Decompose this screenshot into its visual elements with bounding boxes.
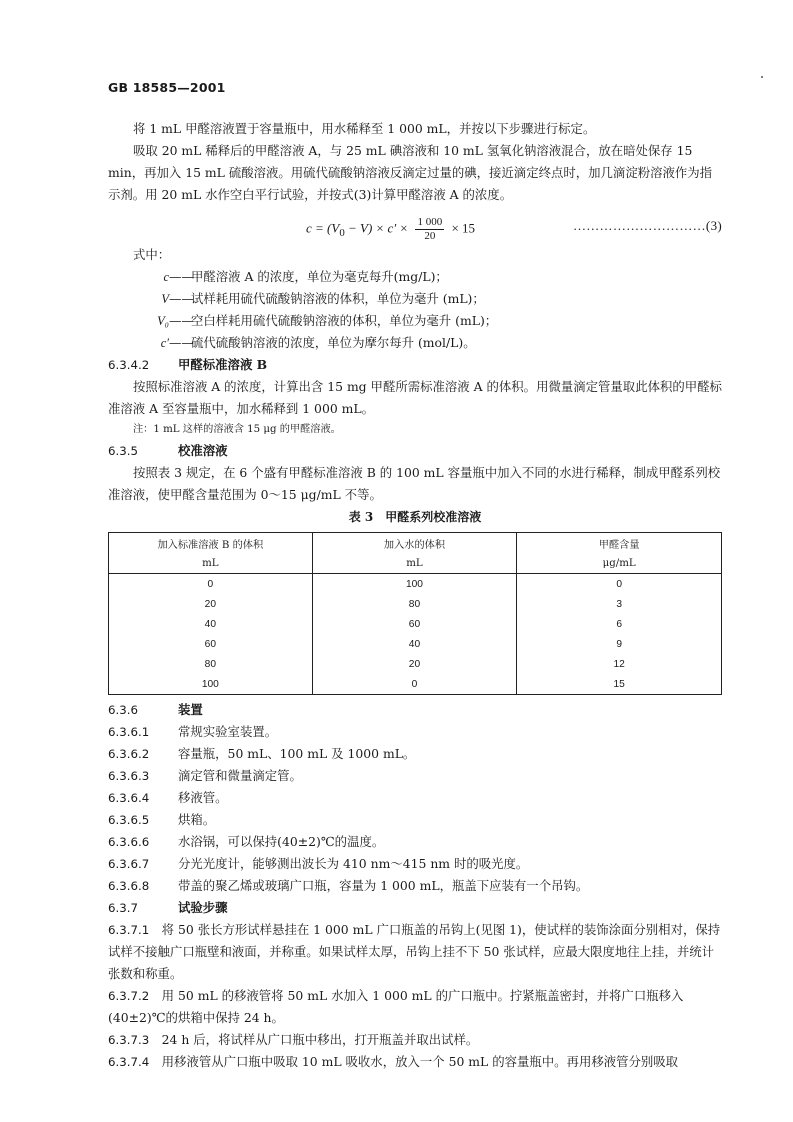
section-title: 校准溶液: [178, 443, 228, 458]
section-heading-635: [108, 440, 722, 462]
paragraph-dilution: 将 1 mL 甲醛溶液置于容量瓶中，用水稀释至 1 000 mL，并按以下步骤进行标定。: [133, 121, 596, 136]
table-unit-cell: μg/mL: [517, 553, 722, 574]
equation-number: …………………………(3): [572, 218, 722, 233]
table-row: [109, 674, 722, 695]
section-6368: [108, 875, 722, 897]
table-cell: 100: [109, 674, 313, 695]
definition-text: 甲醛溶液 A 的浓度，单位为毫克每升(mg/L)；: [191, 269, 448, 284]
section-number: 6.3.7.1: [108, 923, 150, 937]
table-cell: 12: [517, 654, 722, 674]
section-text: 常规实验室装置。: [178, 724, 278, 739]
section-heading-637: [108, 897, 722, 919]
table-header-row: [109, 533, 722, 554]
section-text: 滴定管和微量滴定管。: [178, 768, 302, 783]
table-cell: 15: [517, 674, 722, 695]
definition-symbol: V₀: [157, 314, 169, 328]
section-text: 用 50 mL 的移液管将 50 mL 水加入 1 000 mL 的广口瓶中。拧紧瓶盖密封，并将广口瓶移入(40±2)℃的烘箱中保持 24 h。: [108, 988, 684, 1025]
definition-text: 空白样耗用硫代硫酸钠溶液的体积，单位为毫升 (mL)；: [191, 313, 498, 328]
section-text: 将 50 张长方形试样悬挂在 1 000 mL 广口瓶盖的吊钩上(见图 1)，使试样的装饰涂面分别相对，保持试样不接触广口瓶壁和液面，并称重。如果试样太厚，吊钩上挂不下 50 张试样，应最大限度地往上挂，并统计张数和称重。: [108, 922, 721, 981]
formula-lhs: c = (V: [306, 220, 340, 236]
section-6374: [108, 1051, 722, 1073]
table-unit-row: [109, 553, 722, 574]
table-unit-cell: mL: [312, 553, 517, 574]
definition-dash: ——: [169, 269, 194, 284]
section-number: 6.3.6.1: [108, 725, 150, 739]
scan-speck: [761, 76, 763, 78]
table-row: [109, 614, 722, 634]
section-number: 6.3.6.4: [108, 791, 150, 805]
section-text: 分光光度计，能够测出波长为 410 nm～415 nm 时的吸光度。: [178, 856, 529, 871]
page-content: [108, 118, 722, 1073]
definition-row: [133, 310, 722, 332]
table-cell: 6: [517, 614, 722, 634]
table-header-cell: 加入标准溶液 B 的体积: [109, 533, 313, 554]
formula-3: [108, 208, 722, 240]
section-text: 24 h 后，将试样从广口瓶中移出，打开瓶盖并取出试样。: [161, 1032, 479, 1047]
section-title: 试验步骤: [178, 900, 228, 915]
table-cell: 100: [312, 574, 517, 595]
definition-symbol: c: [163, 270, 169, 284]
definition-dash: ——: [169, 291, 194, 306]
table-cell: 80: [109, 654, 313, 674]
section-text: 带盖的聚乙烯或玻璃广口瓶，容量为 1 000 mL，瓶盖下应装有一个吊钩。: [178, 878, 589, 893]
table-cell: 0: [312, 674, 517, 695]
section-number: 6.3.6: [108, 703, 139, 717]
section-number: 6.3.7.4: [108, 1055, 150, 1069]
table-cell: 60: [312, 614, 517, 634]
formula-tail: × 15: [451, 220, 476, 236]
section-6365: [108, 809, 722, 831]
formula-sub: 0: [339, 227, 345, 240]
section-number: 6.3.7: [108, 901, 139, 915]
section-heading-6342: [108, 354, 722, 376]
section-title: 甲醛标准溶液 B: [178, 357, 268, 372]
definition-text: 硫代硫酸钠溶液的浓度，单位为摩尔每升 (mol/L)。: [191, 335, 476, 350]
section-number: 6.3.4.2: [108, 358, 150, 372]
section-text: 烘箱。: [178, 812, 216, 827]
section-number: 6.3.6.5: [108, 813, 150, 827]
paragraph-standard-b: 按照标准溶液 A 的浓度，计算出含 15 mg 甲醛所需标准溶液 A 的体积。用微量滴定管量取此体积的甲醛标准溶液 A 至容量瓶中，加水稀释到 1 000 mL。: [108, 379, 722, 416]
table-unit-cell: mL: [109, 553, 313, 574]
paragraph-calibration: 吸取 20 mL 稀释后的甲醛溶液 A，与 25 mL 碘溶液和 10 mL 氢氧化钠溶液混合，放在暗处保存 15 min，再加入 15 mL 硫酸溶液。用硫代硫酸钠溶液反滴定过量的碘，接近滴定终点时，加几滴淀粉溶液作为指示剂。用 20 mL 水作空白平行试验，并按式(3)计算甲醛溶液 A 的浓度。: [108, 143, 713, 202]
formula-fraction: [415, 216, 444, 243]
variable-definitions: [133, 266, 722, 354]
section-number: 6.3.7.2: [108, 989, 150, 1003]
table-row: [109, 634, 722, 654]
section-6363: [108, 765, 722, 787]
table-header-cell: 甲醛含量: [517, 533, 722, 554]
section-number: 6.3.6.2: [108, 747, 150, 761]
section-6361: [108, 721, 722, 743]
section-number: 6.3.6.7: [108, 857, 150, 871]
section-6367: [108, 853, 722, 875]
paragraph-calibration-solutions: 按照表 3 规定，在 6 个盛有甲醛标准溶液 B 的 100 mL 容量瓶中加入不同的水进行稀释，制成甲醛系列校准溶液，使甲醛含量范围为 0～15 μg/mL 不等。: [108, 465, 721, 502]
section-number: 6.3.6.8: [108, 879, 150, 893]
section-6372: [108, 985, 722, 1029]
definition-symbol: V: [161, 292, 169, 306]
table-row: [109, 594, 722, 614]
section-text: 水浴锅，可以保持(40±2)℃的温度。: [178, 834, 385, 849]
definition-dash: ——: [169, 313, 194, 328]
note: 注：1 mL 这样的溶液含 15 μg 的甲醛溶液。: [133, 424, 341, 435]
section-6371: [108, 919, 722, 985]
definition-row: [133, 332, 722, 354]
table-header-cell: 加入水的体积: [312, 533, 517, 554]
fraction-denominator: 20: [424, 230, 436, 242]
table-row: [109, 574, 722, 595]
section-number: 6.3.6.6: [108, 835, 150, 849]
table-cell: 20: [312, 654, 517, 674]
formula-expression: [306, 216, 475, 243]
definition-symbol: c′: [160, 336, 169, 350]
section-6373: [108, 1029, 722, 1051]
where-label: 式中：: [133, 247, 171, 262]
formula-mid: − V) × c′ ×: [344, 220, 409, 236]
table-cell: 60: [109, 634, 313, 654]
table-cell: 0: [109, 574, 313, 595]
table-row: [109, 654, 722, 674]
table-cell: 40: [312, 634, 517, 654]
calibration-table: [108, 532, 722, 695]
fraction-numerator: 1 000: [417, 216, 443, 228]
table-cell: 3: [517, 594, 722, 614]
table-cell: 20: [109, 594, 313, 614]
table-cell: 80: [312, 594, 517, 614]
section-text: 容量瓶，50 mL、100 mL 及 1000 mL。: [178, 746, 416, 761]
table-cell: 0: [517, 574, 722, 595]
section-number: 6.3.6.3: [108, 769, 150, 783]
definition-row: [133, 266, 722, 288]
definition-dash: ——: [169, 335, 194, 350]
definition-row: [133, 288, 722, 310]
section-number: 6.3.5: [108, 444, 139, 458]
section-6366: [108, 831, 722, 853]
standard-number: GB 18585—2001: [108, 80, 226, 95]
section-title: 装置: [178, 702, 203, 717]
table-title: 表 3 甲醛系列校准溶液: [348, 510, 482, 524]
section-text: 移液管。: [178, 790, 228, 805]
section-text: 用移液管从广口瓶中吸取 10 mL 吸收水，放入一个 50 mL 的容量瓶中。再用移液管分别吸取: [161, 1054, 679, 1069]
section-6364: [108, 787, 722, 809]
section-6362: [108, 743, 722, 765]
section-number: 6.3.7.3: [108, 1033, 150, 1047]
table-cell: 9: [517, 634, 722, 654]
section-heading-636: [108, 699, 722, 721]
table-cell: 40: [109, 614, 313, 634]
definition-text: 试样耗用硫代硫酸钠溶液的体积，单位为毫升 (mL)；: [191, 291, 485, 306]
